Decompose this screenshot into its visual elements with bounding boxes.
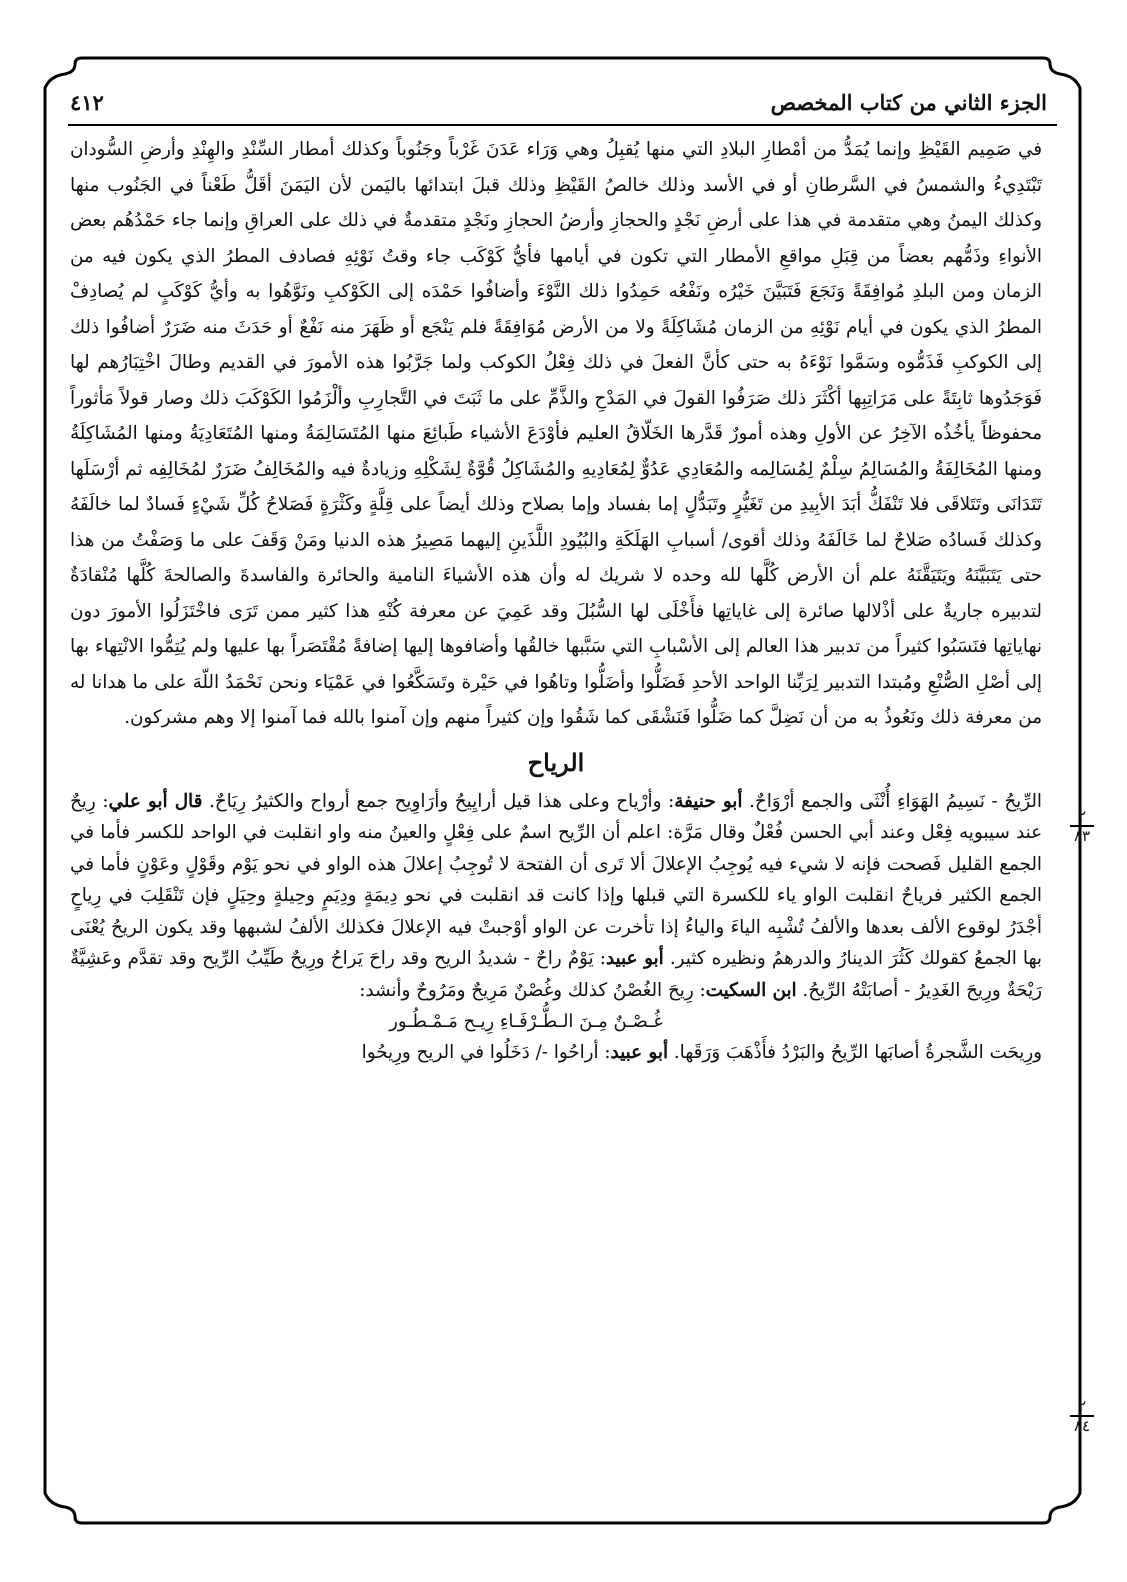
text-segment: : رِيحَ الغُصْنُ كذلك وغُصْنٌ مَرِيحٌ ومَرُوحٌ وأنشد:: [359, 980, 706, 1002]
marker-volume: ٢: [1077, 1397, 1087, 1415]
text-segment: الرِّيحُ - نَسِيمُ الهَوَاءِ أُنْثَى والجمع أرْوَاحٌ.: [742, 790, 1042, 812]
author-name: قال أبو علي: [108, 790, 203, 812]
text-segment: : رِيحٌ عند سيبويه فِعْل وعند أبي الحسن فُعْلٌ وقال مَرَّة: اعلم أن الرِّيح اسمٌ على فِعْلٍ والعينُ منه واو انقلبت في الواحد للكسر فأما في الجمع القليل فَصحت فإنه لا شيء فيه يُوجِبُ الإعلالَ ألا تَرى أن الفتحة لا تُوجِبُ إعلالَ هذه الواو في نحو يَوْم وقَوْلٍ وعَوْنٍ فأما في الجمع الكثير فرياحٌ انقلبت الواو ياء للكسرة التي قبلها وإذا كانت قد انقلبت في نحو دِيمَةٍ ودِيَمٍ وحِيلةٍ وحِيَلٍ فإن تَنْقَلِبَ في رِياحٍ أجْدَرُ لوقوع الألف بعدها والألفُ تُشْبِه الياءَ والياءُ إذا تأخرت عن الواو أوْجبتْ فيه الإعلالَ فكذلك الألفُ لشبهها وقد يكون الريحُ يُعْنَى بها الجمعُ كقولك كَثُرَ الدينارُ والدرهمُ ونظيره كثير.: [70, 790, 1043, 970]
marker-page: ٨٣: [1073, 826, 1091, 845]
author-name: أبو حنيفة: [674, 790, 743, 812]
section-title: الرياح: [527, 747, 585, 777]
text-segment: : وأرْياح وعلى هذا قيل أرايِيحُ وأرَاوِيح جمع أرواح والكثيرُ رِيَاحٌ.: [202, 790, 675, 812]
marker-volume: ٢: [1077, 807, 1087, 825]
wind-paragraph: [70, 786, 1042, 1007]
marker-page: ٨٤: [1073, 1416, 1091, 1435]
page-number: ٤١٢: [70, 89, 104, 115]
author-name: ابن السكيت: [705, 980, 797, 1002]
page-header: [70, 82, 1047, 122]
closing-line: [70, 1037, 1042, 1069]
text-segment: ورِيحَت الشَّجرةُ أصابَها الرِّيحُ والبَرْدُ فأَذْهَبَ وَرَقَها.: [668, 1041, 1042, 1063]
page-body: [70, 132, 1042, 1068]
text-segment: : أراحُوا -/ دَخَلُوا في الريح ورِيحُوا: [361, 1041, 611, 1063]
margin-page-marker: [1067, 1398, 1097, 1434]
margin-page-marker: [1067, 808, 1097, 844]
author-name: أبو عبيد: [610, 1041, 669, 1063]
running-title: الجزء الثاني من كتاب المخصص: [770, 89, 1047, 115]
header-rule: [68, 124, 1057, 126]
poetry-verse: غُـصْـنٌ مِـنَ الـطُّـرْفَـاءِ رِيـح مَـمْـطُـور: [389, 1010, 663, 1032]
author-name: أبو عبيد: [605, 948, 664, 970]
main-paragraph: في صَمِيم القَيْظِ وإنما يُمَدُّ من أمْطارِ البلادِ التي منها يُقبِلُ وهي وَرَاء عَدَنَ غَرْباً وجَنُوباً وكذلك أمطار السِّنْدِ والهِنْدِ وأرضِ السُّودان تَبْتَدِيءُ والشمسُ في السَّرطانِ أو في الأسد وذلك خالصُ القَيْظِ وذلك قبلَ ابتدائها باليَمن لأن اليَمَنَ أقَلُّ طَعْناً في الجَنُوب منها وكذلك اليمنُ وهي متقدمة في هذا على أرضِ نَجْدٍ والحجازِ وأرضُ الحجازِ ونَجْدٍ متقدمةٌ في ذلك على العراقِ وإنما جاء حَمْدُهُم بعض الأنواءِ وذَمُّهم بعضاً من قِبَلِ مواقعِ الأمطار التي تكون في أيامها فأيُّ كَوْكَب جاء وقتُ نَوْئِهِ فصادف المطرُ الذي يكون فيه من الزمان ومن البلدِ مُوافِقَةً وَنَجَعَ فَتَبَيَّنَ خَيْرُه ونَفْعُه حَمِدُوا ذلك النَّوْءَ وأضافُوا حَمْدَه إلى الكَوْكبِ ونَوَّهُوا به وأيُّ كَوْكَبٍ لم يُصادِفْ المطرُ الذي يكون في أيام نَوْئِهِ من الزمان مُشَاكِلَةً ولا من الأرض مُوَافِقَةً فلم يَنْجَع أو ظَهَرَ منه نَفْعٌ أو حَدَثَ منه ضَرَرٌ أضافُوا ذلك إلى الكوكبِ فَذَمُّوه وسَمَّوا نَوْءَهُ به حتى كأنَّ الفعلَ في ذلك فِعْلُ الكوكب ولما جَرَّبُوا هذه الأمورَ في القديم وطالَ اخْتِبَارُهم لها فَوَجَدُوها ثابِتَةً على مَرَاتِبِها أكْثَرَ ذلك صَرَفُوا القولَ في المَدْحِ والذَّمِّ على ما ثَبَتَ في التَّجارِبِ وألْزَمُوا الكَوْكَبَ ذلك وصار قولاً مَأثوراً محفوظاً يأخُذُه الآخِرُ عن الأولِ وهذه أمورٌ قَدَّرها الخَلّاقُ العليم فأوْدَعَ الأشياء طَبائِعَ منها المُتَسَالِمَةُ ومنها المُتَعَادِيَةُ ومنها المُشَاكِلَةُ ومنها المُخَالِفَةُ والمُسَالِمُ سِلْمٌ لِمُسَالِمه والمُعَادِي عَدُوٌّ لِمُعَادِيهِ والمُشَاكِلُ قُوَّةٌ لِشَكْلِهِ وزيادةٌ فيه والمُخَالِفُ ضَرَرٌ لمُخَالِفِه ثم أرْسَلَها تَتَدَانَى وتَتَلاقَى فلا تَنْفَكُّ أبَدَ الأبِيدِ من تَغَيُّرٍ وتَبَدُّلٍ إما بفساد وإما بصلاح وذلك أيضاً على قِلَّةٍ وكَثْرَةٍ فَصَلاحُ كُلِّ شَيْءٍ فَسادٌ لما خالَفَهُ وكذلك فَسادُه صَلاحٌ لما خَالَفَهُ وذلك أقوى/ أسبابِ الهَلَكَةِ والبُيُودِ اللَّذَينِ إليهما مَصِيرُ هذه الدنيا ومَنْ وَقَفَ على ما وَصَفْتُ من هذا حتى يَتَبَيَّنَهُ ويَتَيَقَّنَهُ علم أن الأرض كُلَّها لله وحده لا شريك له وأن هذه الأشياءَ النامية والحائرة والفاسدةَ والصالحةَ كُلَّها مُنْقادَةٌ لتدبيره جاريةٌ على أذْلالها صائرة إلى غاياتِها فأَخْلَى لها السُّبُلَ وقد عَمِيَ عن معرفة كُنْهِ هذا كثير ممن تَرَى فاخْتَزَلُوا الأمورَ دون نهاياتِها فنَسَبُوا كثيراً من تدبير هذا العالم إلى الأسْبابِ التي سَبَّبها خالقُها وأضافوها إليها إضافةً مُقْتَصَراً بها عليها ولم يُتِمُّوا الانْتِهاء بها إلى أصْلِ الصُّنْعِ ومُبتدا التدبير لِرَبِّنا الواحد الأحدِ فَضَلُّوا وأضَلُّوا وتاهُوا في حَيْرة وتَسَكَّعُوا في عَمْيَاء ونحن نَحْمَدُ اللّهَ على ما هدانا له من معرفة ذلك ونَعُوذُ به من أن نَضِلَّ كما ضَلُّوا فَنَشْقَى كما شَقُوا وإن كثيراً منهم وإن آمنوا بالله فما آمنوا إلا وهم مشركون.: [70, 139, 1042, 728]
text-segment: : يَوْمٌ راحٌ - شديدُ الريح وقد راحَ يَراحُ ورِيحٌ طَيِّبُ الرِّيح وقد تقدَّم وعَشِيَّةٌ رَيْحَةٌ ورِيحَ الغَدِيرُ - أصابَتْهُ الرِّيحُ.: [70, 948, 1042, 1002]
